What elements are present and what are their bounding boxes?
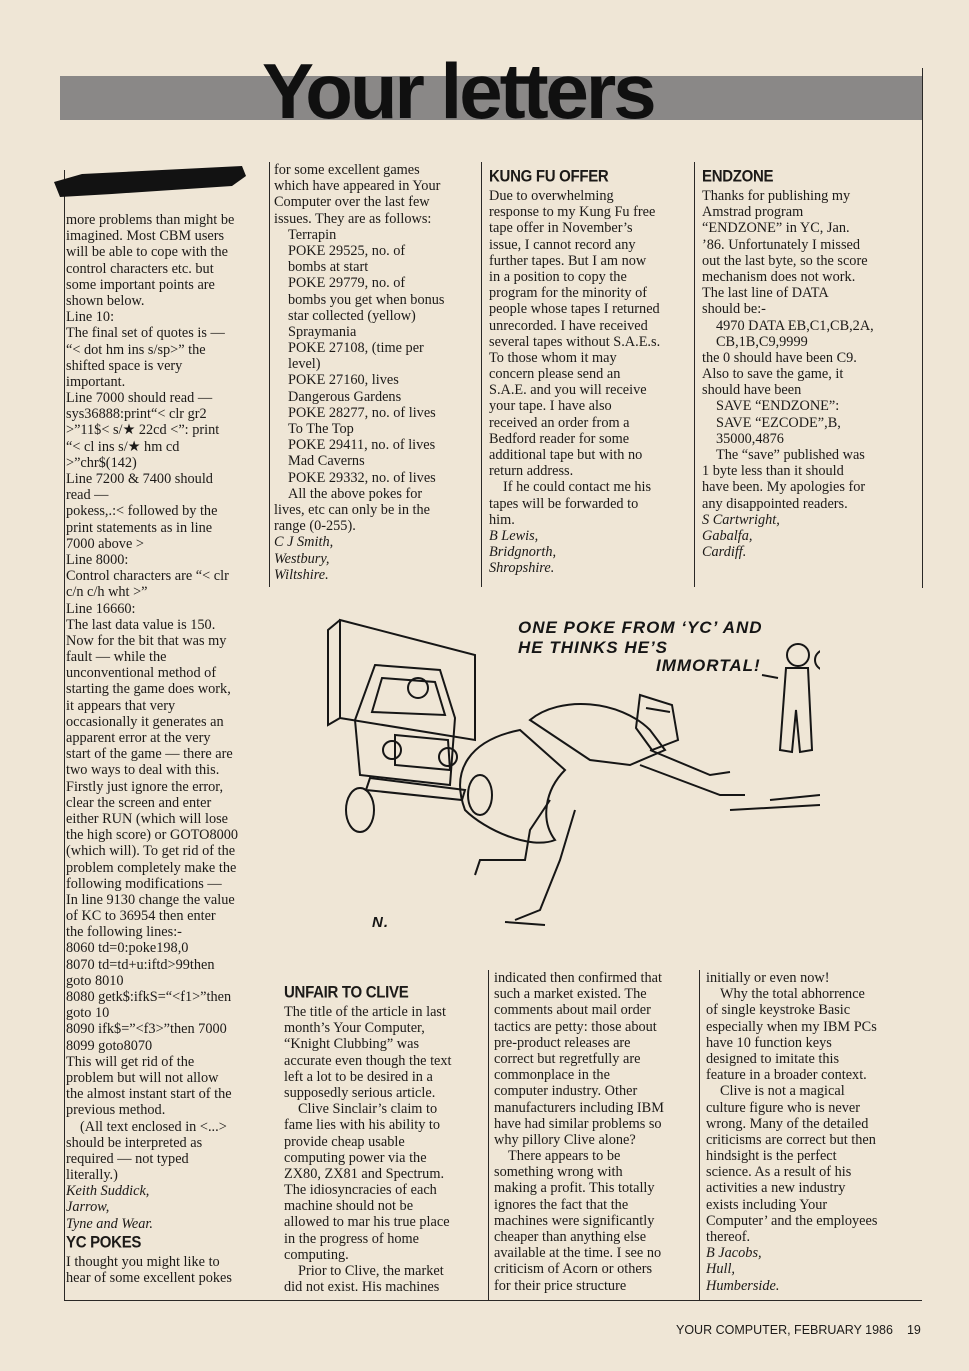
text-line: “Knight Clubbing” was — [284, 1036, 420, 1053]
signature-line: B Jacobs, — [706, 1245, 762, 1262]
text-line: goto 10 — [66, 1005, 110, 1022]
text-line: shown below. — [66, 292, 145, 309]
text-line: “< dot hm ins s/sp>” the — [66, 341, 206, 358]
text-line: 7000 above > — [66, 535, 144, 552]
text-line: hindsight is the perfect — [706, 1148, 837, 1165]
text-line: manufacturers including IBM — [494, 1099, 664, 1116]
text-line: for some excellent games — [274, 162, 420, 178]
publication-line: YOUR COMPUTER, FEBRUARY 1986 — [676, 1323, 893, 1337]
text-line: comments about mail order — [494, 1002, 651, 1019]
text-line: accurate even though the text — [284, 1052, 452, 1069]
cartoon-caption-line-3: IMMORTAL! — [656, 656, 761, 675]
text-line: tape offer in November’s — [489, 220, 633, 237]
text-line: received an order from a — [489, 414, 630, 431]
text-line: Dangerous Gardens — [288, 388, 402, 405]
text-line: criticisms are correct but then — [706, 1131, 876, 1148]
text-line: apparent error at the very — [66, 730, 211, 746]
text-line: available at the time. I see no — [494, 1245, 662, 1262]
text-line: Spraymania — [288, 323, 357, 340]
text-line: Due to overwhelming — [489, 188, 614, 204]
text-line: Prior to Clive, the market — [298, 1263, 444, 1279]
text-line: making a profit. This totally — [494, 1180, 655, 1197]
text-line: of KC to 36954 then enter — [66, 908, 216, 925]
text-line: literally.) — [66, 1167, 118, 1184]
text-line: several tapes without S.A.E.s. — [489, 333, 661, 350]
text-line: criticism of Acorn or others — [494, 1261, 653, 1278]
text-line: >”11$< s/★ 22cd <”: print — [66, 422, 220, 439]
text-line: some important points are — [66, 276, 215, 293]
text-line: allowed to mar his true place — [284, 1214, 450, 1231]
text-line: ZX80, ZX81 and Spectrum. — [284, 1165, 445, 1182]
letter-column-6 — [494, 970, 698, 1294]
text-line: have had similar problems so — [494, 1115, 662, 1132]
kung-fu-offer-heading: KUNG FU OFFER — [489, 167, 609, 187]
text-line: problem completely make the — [66, 859, 237, 876]
text-line: c/n c/h wht >” — [66, 584, 148, 601]
text-line: This will get rid of the — [66, 1053, 195, 1070]
text-line: Terrapin — [288, 226, 337, 243]
text-line: 1 byte less than it should — [702, 463, 844, 480]
text-line: unrecorded. I have received — [489, 317, 648, 334]
signature-line: Keith Suddick, — [66, 1183, 150, 1200]
text-line: pre-product releases are — [494, 1034, 631, 1051]
column-rule — [269, 162, 270, 587]
text-line: indicated then confirmed that — [494, 970, 662, 986]
text-line: computing. — [284, 1246, 349, 1263]
text-line: All the above pokes for — [288, 485, 423, 502]
text-line: important. — [66, 373, 126, 390]
text-line: initially or even now! — [706, 970, 830, 986]
text-line: level) — [288, 356, 321, 373]
cartoon-artist-signature: N. — [372, 914, 389, 931]
text-line: control characters etc. but — [66, 260, 214, 277]
column-rule — [699, 970, 700, 1300]
text-line: “ENDZONE” in YC, Jan. — [702, 220, 850, 237]
letter-column-7 — [706, 970, 920, 1294]
text-line: (which will). To get rid of the — [66, 843, 236, 860]
text-line: S.A.E. and you will receive — [489, 382, 647, 399]
letter-column-1 — [66, 212, 266, 1286]
text-line: lives, etc can only be in the — [274, 501, 431, 518]
text-line: To The Top — [288, 421, 354, 437]
text-line: Computer over the last few — [274, 194, 430, 211]
text-line: If he could contact me his — [503, 479, 652, 496]
text-line: POKE 29332, no. of lives — [288, 469, 436, 486]
cartoon-caption-line-1: ONE POKE FROM ‘YC’ AND — [518, 618, 763, 637]
text-line: machines were significantly — [494, 1212, 655, 1229]
text-line: wrong. Many of the detailed — [706, 1115, 869, 1132]
text-line: Now for the bit that was my — [66, 632, 227, 649]
text-line: Clive is not a magical — [720, 1083, 845, 1100]
text-line: ’86. Unfortunately I missed — [702, 236, 861, 253]
text-line: issues. They are as follows: — [274, 210, 432, 227]
signature-line: Bridgnorth, — [489, 544, 557, 561]
text-line: print statements as in line — [66, 519, 213, 536]
text-line: Why the total abhorrence — [720, 986, 865, 1003]
text-line: 8099 goto8070 — [66, 1037, 153, 1054]
text-line: SAVE “EZCODE”,B, — [716, 414, 841, 431]
text-line: such a market existed. The — [494, 986, 647, 1003]
text-line: Clive Sinclair’s claim to — [298, 1101, 438, 1118]
signature-line: Humberside. — [706, 1277, 780, 1294]
text-line: out the last byte, so the score — [702, 252, 868, 269]
text-line: (All text enclosed in <...> — [80, 1118, 227, 1135]
text-line: the almost instant start of the — [66, 1086, 232, 1103]
text-line: Line 16660: — [66, 600, 136, 617]
text-line: commonplace in the — [494, 1067, 610, 1084]
text-line: mechanism does not work. — [702, 268, 856, 285]
text-line: goto 8010 — [66, 972, 124, 989]
text-line: exists including Your — [706, 1196, 828, 1213]
letter-column-3 — [489, 166, 692, 577]
text-line: month’s Your Computer, — [284, 1020, 425, 1037]
text-line: Line 10: — [66, 309, 115, 326]
text-line: shifted space is very — [66, 357, 183, 374]
text-line: fame lies with his ability to — [284, 1117, 441, 1134]
text-line: the 0 should have been C9. — [702, 349, 857, 366]
text-line: The “save” published was — [716, 447, 865, 463]
text-line: required — not typed — [66, 1150, 189, 1167]
text-line: Line 8000: — [66, 551, 129, 568]
text-line: unconventional method of — [66, 665, 217, 682]
text-line: it appears that very — [66, 697, 176, 714]
text-line: issue, I cannot record any — [489, 236, 636, 253]
text-line: for their price structure — [494, 1277, 627, 1294]
text-line: previous method. — [66, 1102, 166, 1119]
text-line: should be:- — [702, 301, 766, 318]
text-line: SAVE “ENDZONE”: — [716, 398, 840, 415]
text-line: >”chr$(142) — [66, 454, 137, 471]
signature-line: Hull, — [706, 1261, 735, 1278]
text-line: culture figure who is never — [706, 1099, 861, 1116]
text-line: following modifications — — [66, 875, 222, 892]
text-line: your tape. I have also — [489, 398, 612, 415]
text-line: I thought you might like to — [66, 1253, 220, 1270]
text-line: in a position to copy the — [489, 268, 627, 285]
text-line: 8060 td=0:poke198,0 — [66, 940, 189, 957]
text-line: Control characters are “< clr — [66, 568, 229, 585]
text-line: supposedly serious article. — [284, 1084, 436, 1101]
text-line: 35000,4876 — [716, 430, 784, 447]
text-line: The title of the article in last — [284, 1004, 446, 1020]
signature-line: Gabalfa, — [702, 527, 753, 544]
signature-line: Westbury, — [274, 550, 330, 567]
text-line: To those whom it may — [489, 349, 617, 366]
text-line: In line 9130 change the value — [66, 891, 235, 908]
yc-pokes-heading: YC POKES — [66, 1232, 142, 1252]
text-line: Firstly just ignore the error, — [66, 778, 224, 795]
text-line: clear the screen and enter — [66, 794, 212, 811]
text-line: tapes will be forwarded to — [489, 495, 639, 512]
text-line: the following lines:- — [66, 924, 182, 941]
unfair-to-clive-heading: UNFAIR TO CLIVE — [284, 983, 409, 1003]
text-line: POKE 27108, (time per — [288, 340, 424, 357]
text-line: tactics are petty: those about — [494, 1018, 657, 1035]
cartoon-caption-line-2: HE THINKS HE’S — [518, 638, 669, 657]
text-line: starting the game does work, — [66, 681, 231, 698]
text-line: Line 7200 & 7400 should — [66, 471, 213, 487]
text-line: have been. My apologies for — [702, 479, 866, 496]
text-line: CB,1B,C9,9999 — [716, 333, 808, 350]
text-line: POKE 28277, no. of lives — [288, 404, 436, 421]
text-line: POKE 29779, no. of — [288, 275, 406, 292]
text-line: Bedford reader for some — [489, 430, 630, 447]
text-line: feature in a broader context. — [706, 1067, 867, 1084]
text-line: additional tape but with no — [489, 447, 643, 463]
letter-column-4 — [702, 166, 920, 560]
column-rule — [488, 970, 489, 1300]
text-line: problem but will not allow — [66, 1069, 219, 1086]
text-line: read — — [66, 487, 109, 504]
text-line: cheaper than anything else — [494, 1229, 647, 1245]
signature-line: Tyne and Wear. — [66, 1215, 153, 1232]
text-line: computer industry. Other — [494, 1083, 638, 1100]
bottom-rule — [64, 1300, 922, 1301]
text-line: hear of some excellent pokes — [66, 1270, 232, 1286]
text-line: bombs you get when bonus — [288, 291, 445, 308]
text-line: science. As a result of his — [706, 1164, 852, 1181]
text-line: either RUN (which will lose — [66, 810, 228, 827]
signature-line: Cardiff. — [702, 544, 747, 561]
signature-line: Wiltshire. — [274, 566, 329, 583]
text-line: response to my Kung Fu free — [489, 204, 656, 221]
page-title: Your letters — [262, 47, 654, 135]
text-line: imagined. Most CBM users — [66, 228, 225, 245]
text-line: POKE 29411, no. of lives — [288, 437, 436, 454]
text-line: 8090 ifk$=”<f3>”then 7000 — [66, 1021, 227, 1038]
right-margin-rule — [922, 68, 923, 588]
text-line: 8080 getk$:ifkS=“<f1>”then — [66, 989, 232, 1005]
text-line: return address. — [489, 463, 574, 480]
text-line: something wrong with — [494, 1164, 623, 1181]
text-line: sys36888:print“< clr gr2 — [66, 406, 207, 423]
text-line: 8070 td=td+u:iftd>99then — [66, 956, 215, 973]
text-line: bombs at start — [288, 259, 369, 276]
text-line: people whose tapes I returned — [489, 301, 660, 318]
page-footer — [676, 1323, 936, 1337]
text-line: should be interpreted as — [66, 1134, 203, 1151]
left-margin-rule — [64, 170, 65, 1300]
text-line: star collected (yellow) — [288, 307, 416, 324]
text-line: any disappointed readers. — [702, 495, 848, 512]
text-line: The idiosyncracies of each — [284, 1182, 437, 1199]
text-line: fault — while the — [66, 649, 167, 666]
text-line: ignores the fact that the — [494, 1196, 629, 1213]
text-line: provide cheap usable — [284, 1133, 405, 1150]
text-line: should have been — [702, 382, 802, 399]
text-line: the high score) or GOTO8000 — [66, 827, 239, 844]
text-line: Also to save the game, it — [702, 366, 844, 383]
text-line: which have appeared in Your — [274, 178, 441, 195]
text-line: 4970 DATA EB,C1,CB,2A, — [716, 317, 874, 334]
text-line: in the progress of home — [284, 1230, 419, 1247]
text-line: correct but regretfully are — [494, 1050, 641, 1067]
text-line: why pillory Clive alone? — [494, 1131, 636, 1148]
text-line: him. — [489, 511, 515, 528]
text-line: further tapes. But I am now — [489, 252, 647, 269]
text-line: program for the minority of — [489, 285, 648, 302]
signature-line: Shropshire. — [489, 560, 555, 577]
text-line: of single keystroke Basic — [706, 1002, 851, 1019]
signature-line: C J Smith, — [274, 534, 334, 551]
text-line: POKE 29525, no. of — [288, 242, 406, 259]
signature-line: Jarrow, — [66, 1199, 110, 1216]
text-line: The final set of quotes is — — [66, 325, 225, 342]
text-line: “< cl ins s/★ hm cd — [66, 438, 180, 455]
text-line: The last data value is 150. — [66, 616, 216, 633]
text-line: There appears to be — [508, 1148, 621, 1165]
text-line: pokess,.:< followed by the — [66, 503, 218, 520]
text-line: Amstrad program — [702, 204, 804, 221]
text-line: machine should not be — [284, 1198, 414, 1215]
text-line: Line 7000 should read — — [66, 390, 213, 407]
column-rule — [694, 162, 695, 587]
text-line: more problems than might be — [66, 212, 235, 228]
text-line: concern please send an — [489, 366, 621, 383]
signature-line: B Lewis, — [489, 527, 539, 544]
endzone-heading: ENDZONE — [702, 167, 774, 187]
text-line: did not exist. His machines — [284, 1279, 440, 1296]
text-line: will be able to cope with the — [66, 244, 228, 261]
column-rule — [481, 162, 482, 587]
letter-column-5 — [284, 982, 488, 1295]
page-number: 19 — [906, 1323, 921, 1337]
signature-line: S Cartwright, — [702, 511, 780, 528]
text-line: The last line of DATA — [702, 285, 829, 302]
brush-stroke-graphic — [52, 164, 248, 198]
text-line: designed to imitate this — [706, 1050, 840, 1067]
text-line: start of the game — there are — [66, 746, 233, 763]
text-line: two ways to deal with this. — [66, 762, 220, 779]
text-line: Computer’ and the employees — [706, 1212, 878, 1229]
text-line: have 10 function keys — [706, 1034, 832, 1051]
text-line: left a lot to be desired in a — [284, 1068, 433, 1085]
text-line: occasionally it generates an — [66, 713, 224, 730]
text-line: range (0-255). — [274, 518, 356, 535]
text-line: computing power via the — [284, 1149, 427, 1166]
text-line: activities a new industry — [706, 1180, 846, 1197]
text-line: especially when my IBM PCs — [706, 1018, 877, 1035]
letter-column-2 — [274, 162, 479, 583]
text-line: thereof. — [706, 1229, 751, 1245]
text-line: Thanks for publishing my — [702, 188, 851, 204]
text-line: Mad Caverns — [288, 453, 365, 470]
text-line: POKE 27160, lives — [288, 372, 399, 389]
